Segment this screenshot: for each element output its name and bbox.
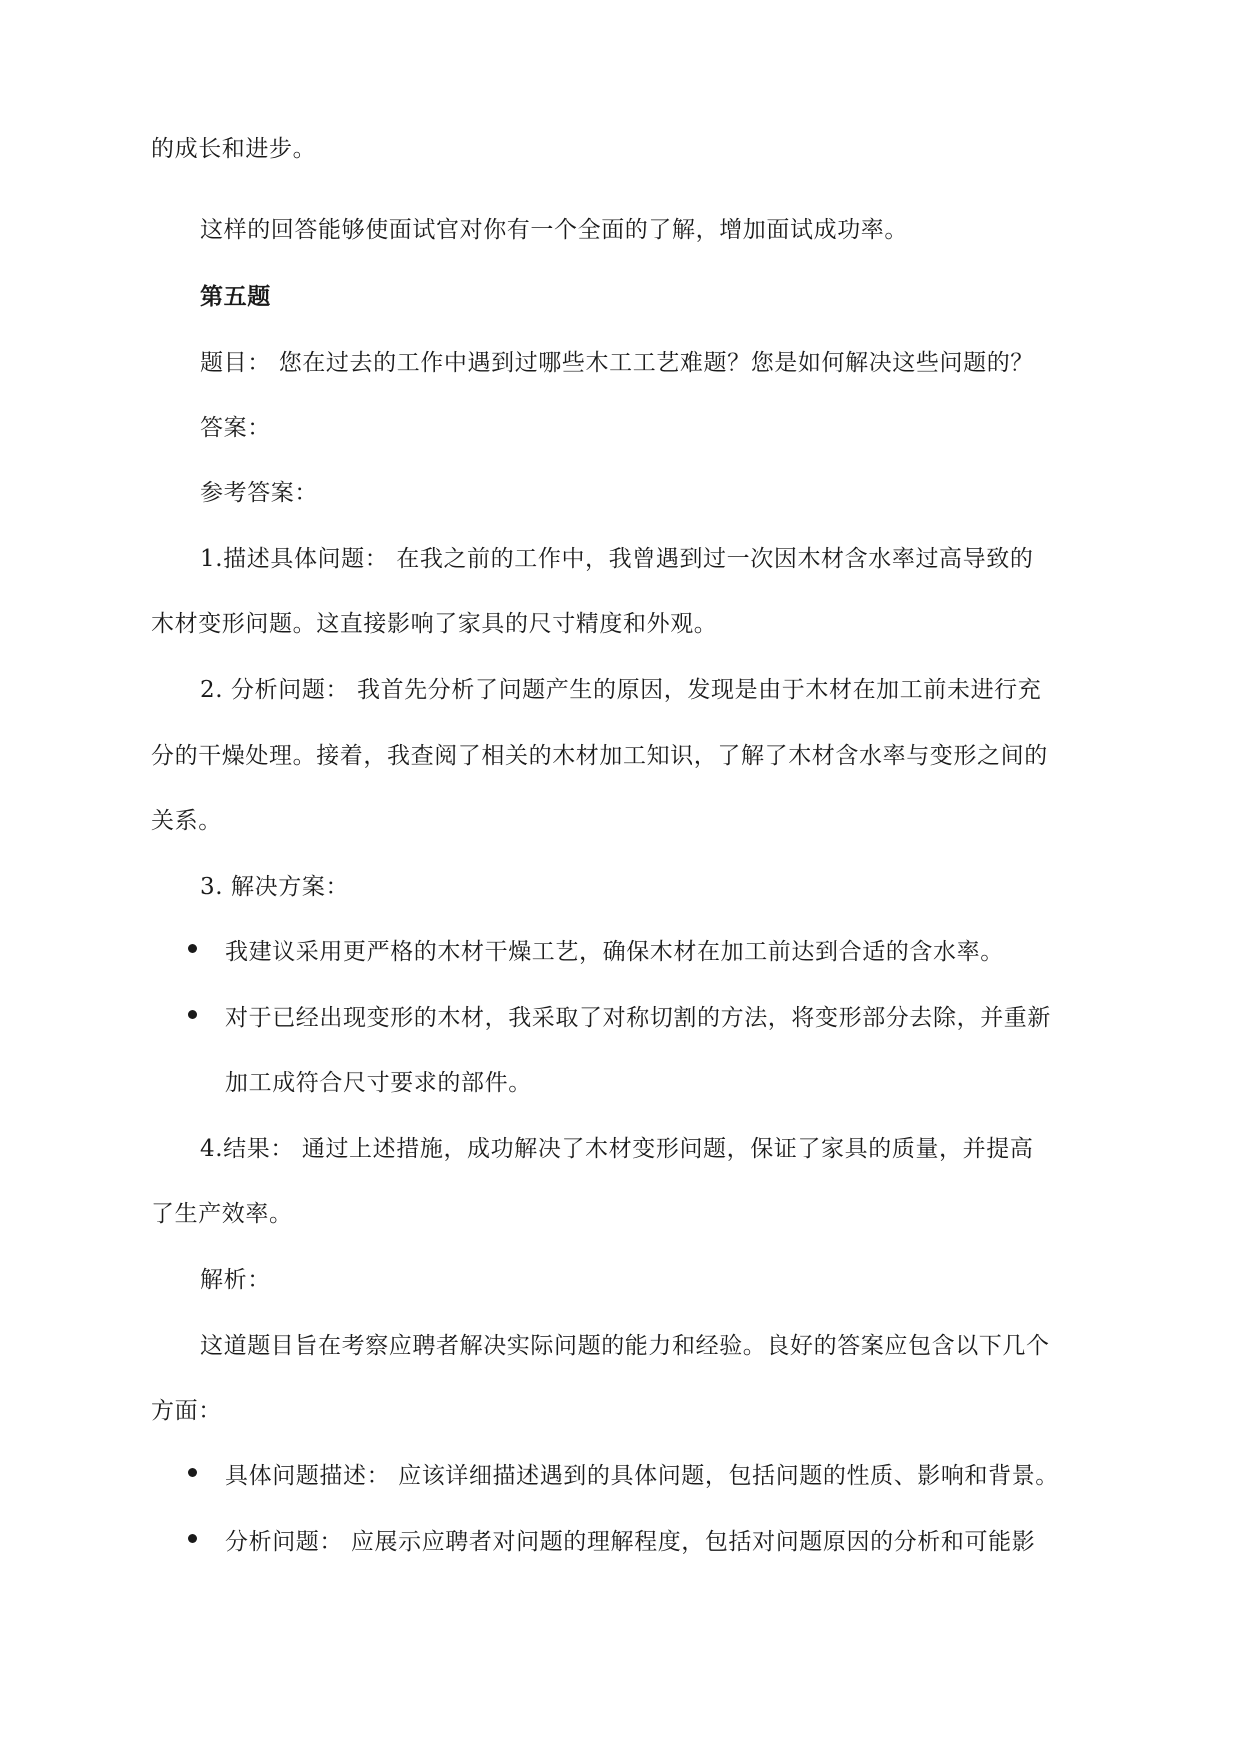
text-line: 4.结果： 通过上述措施，成功解决了木材变形问题，保证了家具的质量，并提高 (200, 1136, 1034, 1162)
text-line: 了生产效率。 (151, 1201, 293, 1227)
text-line: 3. 解决方案： (200, 874, 350, 900)
bullet-icon (188, 1010, 197, 1019)
list-item: 对于已经出现变形的木材，我采取了对称切割的方法，将变形部分去除，并重新 (225, 1005, 1051, 1031)
text-line: 这道题目旨在考察应聘者解决实际问题的能力和经验。良好的答案应包含以下几个 (200, 1333, 1050, 1359)
question-text: 题目： 您在过去的工作中遇到过哪些木工工艺难题？您是如何解决这些问题的？ (200, 350, 1034, 376)
text-line: 木材变形问题。这直接影响了家具的尺寸精度和外观。 (151, 611, 718, 637)
text-line: 的成长和进步。 (151, 136, 317, 162)
text-line: 关系。 (151, 808, 222, 834)
text-line: 1.描述具体问题： 在我之前的工作中，我曾遇到过一次因木材含水率过高导致的 (200, 546, 1034, 572)
bullet-icon (188, 1534, 197, 1543)
answer-label: 答案： (200, 415, 271, 441)
text-line: 方面： (151, 1398, 222, 1424)
text-line: 2. 分析问题： 我首先分析了问题产生的原因，发现是由于木材在加工前未进行充 (200, 677, 1042, 703)
list-item-continuation: 加工成符合尺寸要求的部件。 (225, 1070, 532, 1096)
list-item: 分析问题： 应展示应聘者对问题的理解程度，包括对问题原因的分析和可能影 (225, 1529, 1036, 1555)
bullet-icon (188, 1468, 197, 1477)
bullet-icon (188, 944, 197, 953)
analysis-label: 解析： (200, 1267, 271, 1293)
list-item: 我建议采用更严格的木材干燥工艺，确保木材在加工前达到合适的含水率。 (225, 939, 1004, 965)
reference-answer-label: 参考答案： (200, 480, 318, 506)
text-line: 这样的回答能够使面试官对你有一个全面的了解，增加面试成功率。 (200, 217, 908, 243)
section-heading: 第五题 (200, 284, 271, 310)
text-line: 分的干燥处理。接着，我查阅了相关的木材加工知识，了解了木材含水率与变形之间的 (151, 743, 1048, 769)
list-item: 具体问题描述： 应该详细描述遇到的具体问题，包括问题的性质、影响和背景。 (225, 1463, 1059, 1489)
